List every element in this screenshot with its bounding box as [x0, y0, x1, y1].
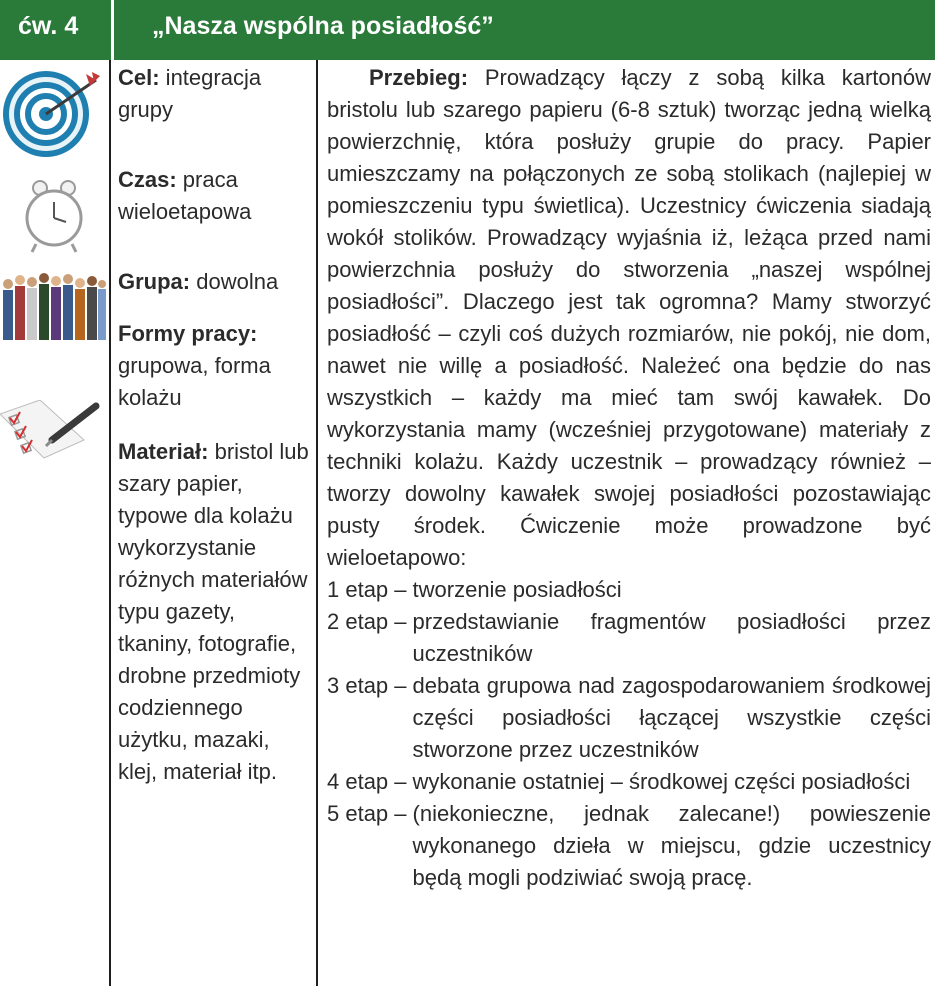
- materials-label: Materiał:: [118, 439, 209, 464]
- materials-value: bristol lub szary papier, typowe dla kolażu wykorzystanie różnych materiałów typu gazety, tkaniny, fotografie, drobne przedmioty codziennego użytku, mazaki, klej, materiał itp.: [118, 439, 309, 784]
- column-divider-left: [109, 60, 111, 986]
- target-icon: [0, 66, 107, 158]
- column-divider-right: [316, 60, 318, 986]
- step-number: 4 etap –: [327, 769, 407, 794]
- group-of-people-icon: [0, 266, 107, 344]
- list-item: [327, 670, 931, 766]
- alarm-clock-icon: [0, 176, 107, 258]
- group-value: dowolna: [190, 269, 279, 294]
- list-item: [327, 574, 931, 606]
- header-divider: [111, 0, 114, 60]
- exercise-title: „Nasza wspólna posiadłość”: [152, 12, 494, 40]
- work-forms-value: grupowa, forma kolażu: [118, 353, 271, 410]
- time-block: [118, 164, 313, 228]
- goal-label: Cel:: [118, 65, 160, 90]
- time-value: praca wieloetapowa: [118, 167, 252, 224]
- procedure-text: Prowadzący łączy z sobą kilka kartonów bristolu lub szarego papieru (6-8 sztuk) tworząc jedną wielką powierzchnię, która posłuży grupie do pracy. Papier umieszczamy na połączonych ze sobą stolikach (najlepiej w pomieszczeniu typu świetlica). Uczestnicy ćwiczenia siadają wokół stolików. Prowadzący wyjaśnia iż, leżąca przed nami powierzchnia posłuży do stworzenia „naszej wspólnej posiadłości”. Dlaczego jest tak ogromna? Mamy stworzyć posiadłość – czyli coś dużych rozmiarów, nie pokój, nie dom, nawet nie willę a posiadłość. Należeć ona będzie do nas wszystkich – każdy ma mieć tam swój kawałek. Do wykorzystania mamy (wcześniej przygotowane) materiały z techniki kolażu. Każdy uczestnik – prowadzący również – tworzy dowolny kawałek swojej posiadłości pozostawiając pusty środek. Ćwiczenie może prowadzone być wieloetapowo:: [327, 65, 931, 570]
- list-item: [327, 606, 931, 670]
- group-label: Grupa:: [118, 269, 191, 294]
- procedure-label: Przebieg:: [369, 65, 469, 90]
- list-item: [327, 766, 931, 798]
- step-text: wykonanie ostatniej – środkowej części posiadłości: [412, 769, 911, 794]
- materials-block: [118, 436, 313, 788]
- steps-list: [327, 574, 931, 894]
- step-number: 1 etap –: [327, 577, 407, 602]
- step-text: debata grupowa nad zagospodarowaniem środkowej części posiadłości łączącej wszystkie części stworzone przez uczestników: [412, 673, 931, 762]
- time-label: Czas:: [118, 167, 177, 192]
- step-text: tworzenie posiadłości: [412, 577, 622, 602]
- exercise-header: [0, 0, 935, 60]
- step-text: (niekonieczne, jednak zalecane!) powieszenie wykonanego dzieła w miejscu, gdzie uczestnicy będą mogli podziwiać swoją pracę.: [412, 801, 931, 890]
- list-item: [327, 798, 931, 894]
- procedure-paragraph: [327, 62, 931, 574]
- step-number: 2 etap –: [327, 609, 407, 634]
- exercise-details: [118, 62, 313, 810]
- goal-block: [118, 62, 313, 126]
- goal-value: integracja grupy: [118, 65, 262, 122]
- step-number: 3 etap –: [327, 673, 407, 698]
- checklist-pen-icon: [0, 400, 107, 466]
- step-text: przedstawianie fragmentów posiadłości przez uczestników: [412, 609, 931, 666]
- exercise-number: ćw. 4: [18, 12, 79, 40]
- group-block: [118, 266, 313, 298]
- work-forms-block: [118, 318, 313, 414]
- step-number: 5 etap –: [327, 801, 407, 826]
- procedure-section: [327, 62, 931, 894]
- work-forms-label: Formy pracy:: [118, 321, 258, 346]
